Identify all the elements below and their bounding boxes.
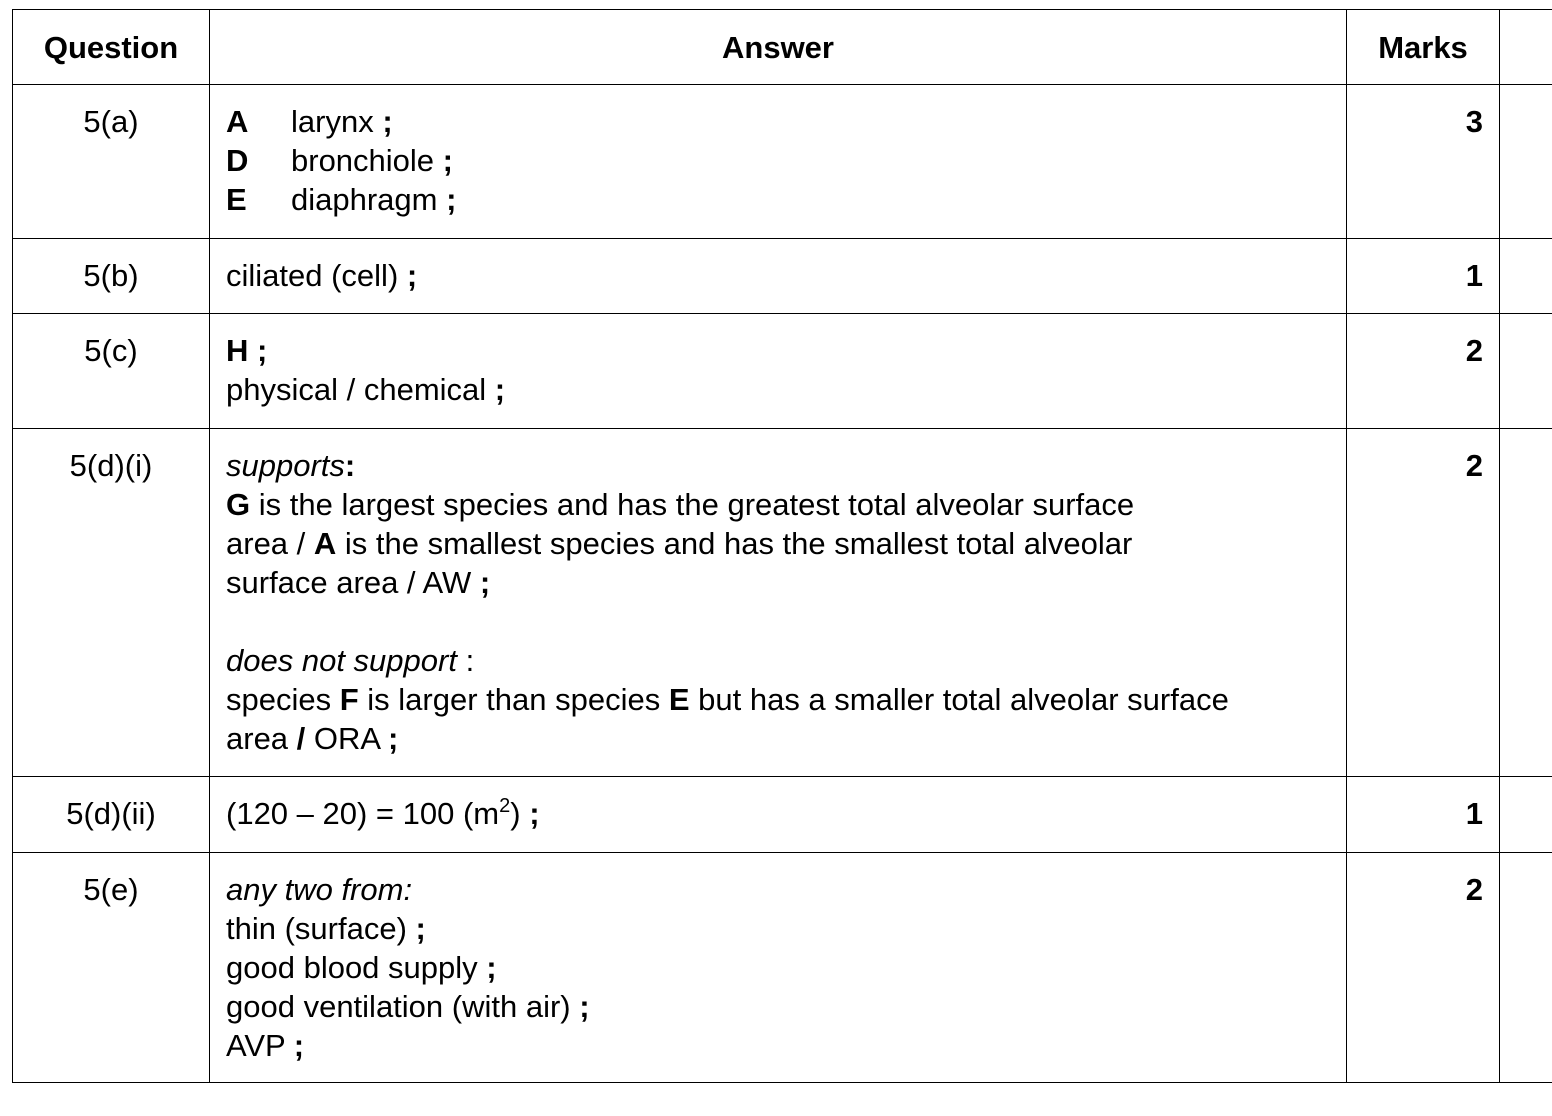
answer-line: good blood supply ; [226,950,497,985]
guidance-cell [1500,314,1552,429]
answer-line: thin (surface) ; [226,911,426,946]
answer-line: E diaphragm ; [226,182,457,217]
answer-line: ciliated (cell) ; [226,258,418,293]
marks-value: 2 [1347,853,1500,1083]
answer-line: AVP ; [226,1028,305,1063]
header-row [13,10,1552,85]
guidance-cell [1500,853,1552,1083]
guidance-cell [1500,85,1552,239]
answer-line: does not support : [226,643,475,678]
answer-line: good ventilation (with air) ; [226,989,590,1024]
table-row [13,314,1552,429]
answer-line: supports: [226,448,356,483]
table-row [13,853,1552,1083]
marks-header: Marks [1347,10,1500,85]
answer-line: area / A is the smallest species and has the smallest total alveolar [226,526,1133,561]
question-number: 5(b) [13,239,210,314]
answer-line: surface area / AW ; [226,565,491,600]
answer-line: H ; [226,333,268,368]
guidance-header-cell [1500,10,1552,85]
question-number: 5(d)(i) [13,429,210,777]
answer-cell [210,777,1347,853]
guidance-cell [1500,429,1552,777]
mark-scheme-table [12,9,1552,1083]
spacer [226,602,1330,641]
table-row [13,85,1552,239]
answer-line: A larynx ; [226,104,393,139]
question-number: 5(a) [13,85,210,239]
table-row [13,429,1552,777]
table-row [13,777,1552,853]
marks-value: 3 [1347,85,1500,239]
guidance-cell [1500,239,1552,314]
answer-line: G is the largest species and has the greatest total alveolar surface [226,487,1135,522]
answer-line: any two from: [226,872,413,907]
answer-cell [210,429,1347,777]
marks-value: 1 [1347,777,1500,853]
answer-cell [210,239,1347,314]
answer-line: physical / chemical ; [226,372,506,407]
table-row [13,239,1552,314]
question-number: 5(c) [13,314,210,429]
question-header: Question [13,10,210,85]
marks-value: 2 [1347,314,1500,429]
marks-value: 2 [1347,429,1500,777]
answer-cell [210,85,1347,239]
guidance-cell [1500,777,1552,853]
answer-line: D bronchiole ; [226,143,453,178]
marks-value: 1 [1347,239,1500,314]
answer-header: Answer [210,10,1347,85]
answer-cell [210,853,1347,1083]
answer-line: species F is larger than species E but has a smaller total alveolar surface [226,682,1229,717]
answer-line: (120 – 20) = 100 $(m^2)$ ; [226,795,540,831]
answer-cell [210,314,1347,429]
question-number: 5(e) [13,853,210,1083]
answer-line: area / ORA ; [226,721,399,756]
question-number: 5(d)(ii) [13,777,210,853]
